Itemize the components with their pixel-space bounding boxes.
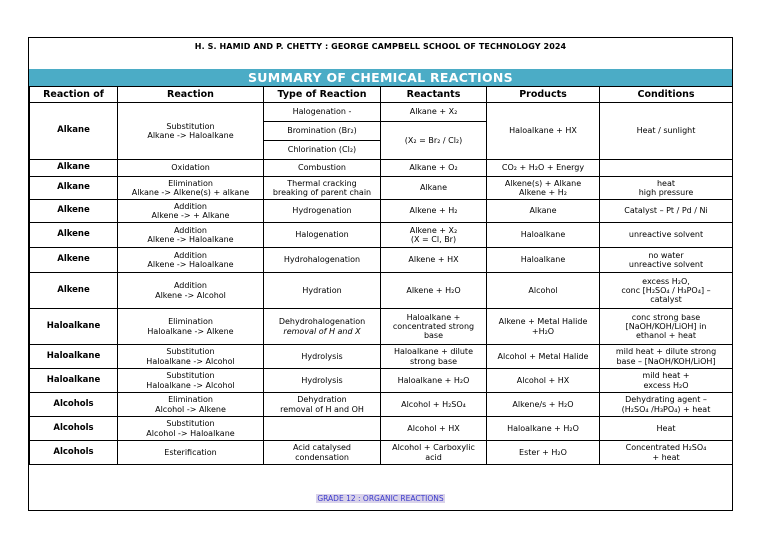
conditions-cell: unreactive solvent <box>600 223 733 248</box>
conditions-line: excess H₂O <box>643 380 689 390</box>
col-header-reaction-of: Reaction of <box>30 87 118 103</box>
conditions-line: heat <box>656 178 676 188</box>
reactants-line: (X = Cl, Br) <box>410 235 457 244</box>
reaction-of-cell: Alkane <box>30 160 118 177</box>
products-cell: Alkene/s + H₂O <box>487 393 600 417</box>
conditions-cell <box>600 177 733 200</box>
type-cell <box>264 309 381 345</box>
reaction-cell <box>118 273 264 309</box>
reactants-line: strong base <box>409 356 458 366</box>
table-row <box>30 177 733 200</box>
type-cell: Hydrolysis <box>264 345 381 369</box>
reaction-of-cell: Alkene <box>30 200 118 223</box>
reaction-line: Substitution <box>166 419 215 429</box>
products-cell: Haloalkane <box>487 248 600 273</box>
reaction-cell <box>118 417 264 441</box>
reactants-cell: Alkane + O₂ <box>381 160 487 177</box>
reactants-cell: Haloalkane + H₂O <box>381 369 487 393</box>
reactants-line: Alcohol + Carboxylic <box>392 443 475 453</box>
reactants-line: acid <box>425 452 442 462</box>
conditions-cell <box>600 309 733 345</box>
reaction-of-cell: Haloalkane <box>30 345 118 369</box>
reaction-cell <box>118 309 264 345</box>
products-line: Alkene + H₂ <box>519 188 567 197</box>
type-cell: Halogenation - <box>264 103 381 122</box>
table-row <box>30 441 733 465</box>
table-row <box>30 103 733 122</box>
products-cell: CO₂ + H₂O + Energy <box>487 160 600 177</box>
reactants-cell <box>381 309 487 345</box>
table-row <box>30 248 733 273</box>
reaction-line: Addition <box>173 250 208 260</box>
reactants-line: base <box>423 331 444 341</box>
type-cell: Hydrohalogenation <box>264 248 381 273</box>
table-header-row <box>30 87 733 103</box>
products-cell <box>487 177 600 200</box>
reaction-line: Alkane -> Haloalkane <box>147 131 234 140</box>
reaction-line: Elimination <box>168 395 213 405</box>
reaction-line: Haloalkane -> Alkene <box>147 326 234 336</box>
document-frame <box>28 37 733 511</box>
products-cell: Alkane <box>487 200 600 223</box>
reaction-line: Alcohol -> Haloalkane <box>146 428 235 438</box>
reactants-cell <box>381 345 487 369</box>
reactants-cell: Alcohol + HX <box>381 417 487 441</box>
reactants-cell: Alkane <box>381 177 487 200</box>
reaction-of-cell: Alcohols <box>30 417 118 441</box>
reaction-cell <box>118 393 264 417</box>
reaction-line: Addition <box>173 225 208 235</box>
footer-label: GRADE 12 : ORGANIC REACTIONS <box>317 494 444 503</box>
conditions-line: conc [H₂SO₄ / H₃PO₄] – <box>621 285 711 295</box>
reaction-line: Alkane -> Alkene(s) + alkane <box>131 188 250 197</box>
products-cell: Alcohol <box>487 273 600 309</box>
reactants-cell <box>381 223 487 248</box>
type-cell: Combustion <box>264 160 381 177</box>
reaction-line: Alkene -> Haloalkane <box>147 235 234 244</box>
conditions-line: no water <box>648 250 684 260</box>
reaction-of-cell: Alcohols <box>30 393 118 417</box>
conditions-line: (H₂SO₄ /H₃PO₄) + heat <box>621 404 711 414</box>
products-cell: Haloalkane + H₂O <box>487 417 600 441</box>
reactants-cell <box>381 441 487 465</box>
table-row <box>30 273 733 309</box>
conditions-cell <box>600 345 733 369</box>
conditions-line: excess H₂O, <box>642 276 690 286</box>
type-cell <box>264 417 381 441</box>
reactants-cell: Alcohol + H₂SO₄ <box>381 393 487 417</box>
reactants-line: Haloalkane + dilute <box>394 347 473 357</box>
type-cell: Hydration <box>264 273 381 309</box>
reaction-cell <box>118 103 264 160</box>
reaction-of-cell: Haloalkane <box>30 369 118 393</box>
conditions-line: base – [NaOH/KOH/LiOH] <box>616 356 716 366</box>
reactants-line: concentrated strong <box>392 321 475 331</box>
type-cell: Hydrogenation <box>264 200 381 223</box>
type-line: breaking of parent chain <box>272 188 372 197</box>
table-row <box>30 200 733 223</box>
col-header-reactants: Reactants <box>381 87 487 103</box>
conditions-line: mild heat + <box>642 371 690 381</box>
table-row <box>30 223 733 248</box>
reaction-of-cell: Alkane <box>30 103 118 160</box>
type-line-italic: removal of H and X <box>283 326 361 336</box>
col-header-conditions: Conditions <box>600 87 733 103</box>
reaction-cell <box>118 369 264 393</box>
table-row <box>30 393 733 417</box>
reaction-line: Elimination <box>168 178 213 188</box>
reactants-cell: Alkene + H₂ <box>381 200 487 223</box>
conditions-line: conc strong base <box>631 312 701 322</box>
products-cell <box>487 309 600 345</box>
type-line: Acid catalysed <box>292 443 352 453</box>
summary-banner: SUMMARY OF CHEMICAL REACTIONS <box>29 69 732 86</box>
reactants-cell: Alkene + HX <box>381 248 487 273</box>
conditions-cell <box>600 248 733 273</box>
conditions-cell <box>600 273 733 309</box>
reaction-cell: Oxidation <box>118 160 264 177</box>
type-line: condensation <box>295 452 349 462</box>
type-cell <box>264 393 381 417</box>
conditions-cell <box>600 441 733 465</box>
conditions-line: catalyst <box>650 295 682 305</box>
reaction-line: Addition <box>173 201 208 211</box>
conditions-cell <box>600 393 733 417</box>
reaction-of-cell: Alkane <box>30 177 118 200</box>
conditions-line: ethanol + heat <box>635 331 697 341</box>
conditions-line: unreactive solvent <box>628 260 704 269</box>
conditions-cell: Heat / sunlight <box>600 103 733 160</box>
reactants-cell: Alkene + H₂O <box>381 273 487 309</box>
products-cell: Ester + H₂O <box>487 441 600 465</box>
conditions-cell <box>600 160 733 177</box>
col-header-products: Products <box>487 87 600 103</box>
reaction-line: Addition <box>173 281 208 291</box>
reaction-line: Elimination <box>168 317 213 327</box>
conditions-line: Dehydrating agent – <box>625 395 707 405</box>
col-header-reaction: Reaction <box>118 87 264 103</box>
reaction-cell <box>118 200 264 223</box>
reaction-cell <box>118 345 264 369</box>
conditions-line: [NaOH/KOH/LiOH] in <box>625 321 707 331</box>
reaction-cell <box>118 248 264 273</box>
reaction-line: Substitution <box>166 371 215 381</box>
reaction-line: Haloalkane -> Alcohol <box>146 356 235 366</box>
reaction-of-cell: Alkene <box>30 223 118 248</box>
reaction-of-cell: Alkene <box>30 273 118 309</box>
conditions-line: Concentrated H₂SO₄ <box>625 443 707 453</box>
table-row <box>30 417 733 441</box>
reaction-of-cell: Alkene <box>30 248 118 273</box>
reaction-cell <box>118 223 264 248</box>
type-line: Thermal cracking <box>287 178 357 188</box>
col-header-type: Type of Reaction <box>264 87 381 103</box>
reaction-line: Substitution <box>166 121 215 131</box>
products-line: Alkene + Metal Halide <box>498 317 588 327</box>
reaction-line: Haloalkane -> Alcohol <box>146 380 235 390</box>
reactants-line: Haloalkane + <box>406 312 461 322</box>
products-cell: Alcohol + Metal Halide <box>487 345 600 369</box>
type-cell: Hydrolysis <box>264 369 381 393</box>
reaction-of-cell: Alcohols <box>30 441 118 465</box>
conditions-cell <box>600 369 733 393</box>
conditions-cell: Heat <box>600 417 733 441</box>
reaction-of-cell: Haloalkane <box>30 309 118 345</box>
table-row <box>30 345 733 369</box>
reaction-line: Alcohol -> Alkene <box>155 404 226 414</box>
school-header: H. S. HAMID AND P. CHETTY : GEORGE CAMPBELL SCHOOL OF TECHNOLOGY 2024 <box>194 42 567 51</box>
reactants-cell: Alkane + X₂ <box>381 103 487 122</box>
type-line: Dehydration <box>297 395 347 405</box>
type-cell: Chlorination (Cl₂) <box>264 141 381 160</box>
products-line: Alkene(s) + Alkane <box>504 178 582 188</box>
reactants-line: Alkene + X₂ <box>409 225 458 235</box>
reactions-table <box>29 86 733 465</box>
table-row <box>30 160 733 177</box>
type-line: removal of H and OH <box>280 404 364 414</box>
type-cell: Halogenation <box>264 223 381 248</box>
type-cell <box>264 441 381 465</box>
conditions-line: mild heat + dilute strong <box>615 347 717 357</box>
products-cell: Alcohol + HX <box>487 369 600 393</box>
footer <box>29 486 732 505</box>
type-line: Dehydrohalogenation <box>278 317 366 327</box>
type-cell: Bromination (Br₂) <box>264 122 381 141</box>
products-cell: Haloalkane <box>487 223 600 248</box>
reaction-line: Alkene -> Haloalkane <box>147 260 234 269</box>
reaction-cell <box>118 177 264 200</box>
reaction-line: Alkene -> + Alkane <box>151 211 230 220</box>
products-line: +H₂O <box>531 326 555 336</box>
conditions-line: high pressure <box>638 188 694 197</box>
reactants-cell: (X₂ = Br₂ / Cl₂) <box>381 122 487 160</box>
reaction-cell: Esterification <box>118 441 264 465</box>
table-row <box>30 369 733 393</box>
reaction-line: Alkene -> Alcohol <box>155 290 226 300</box>
products-cell: Haloalkane + HX <box>487 103 600 160</box>
table-row <box>30 309 733 345</box>
conditions-line: + heat <box>652 452 680 462</box>
conditions-cell: Catalyst – Pt / Pd / Ni <box>600 200 733 223</box>
reaction-line: Substitution <box>166 347 215 357</box>
type-cell <box>264 177 381 200</box>
